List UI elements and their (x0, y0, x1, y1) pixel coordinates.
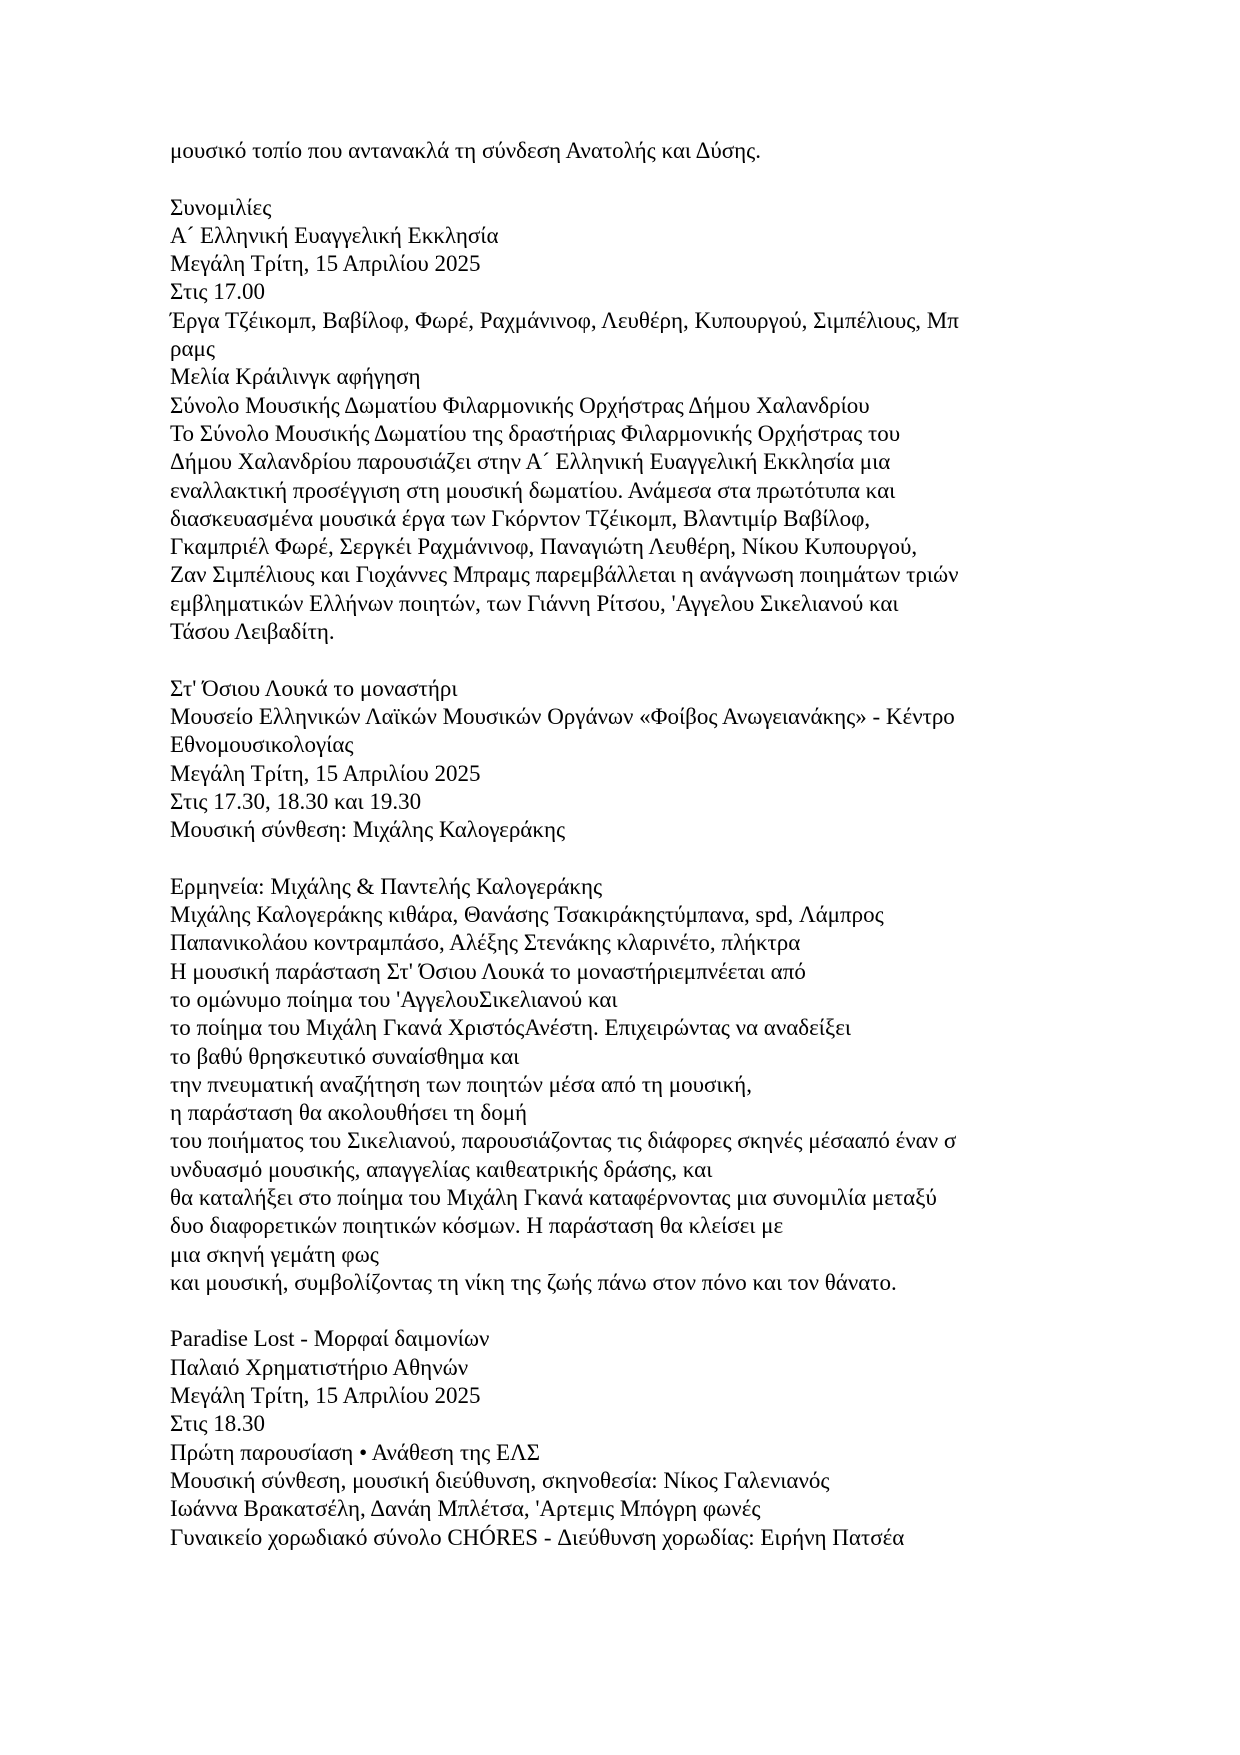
document-page (170, 137, 1100, 1552)
text-line: Παπανικολάου κοντραμπάσο, Αλέξης Στενάκης κλαρινέτο, πλήκτρα (170, 930, 801, 956)
text-line: Γυναικείο χορωδιακό σύνολο CHÓRES - Διεύθυνση χορωδίας: Ειρήνη Πατσέα (170, 1524, 905, 1550)
text-line: θα καταλήξει στο ποίημα του Μιχάλη Γκανά καταφέρνοντας μια συνομιλία μεταξύ (170, 1184, 937, 1210)
blank-line (170, 1297, 1100, 1325)
text-line: εμβληματικών Ελλήνων ποιητών, των Γιάννη Ρίτσου, 'Αγγελου Σικελιανού και (170, 590, 899, 616)
blank-line (170, 165, 1100, 193)
text-line: Μιχάλης Καλογεράκης κιθάρα, Θανάσης Τσακιράκηςτύμπανα, spd, Λάμπρος (170, 902, 884, 928)
text-line: Μεγάλη Τρίτη, 15 Απριλίου 2025 (170, 760, 481, 786)
text-line: Στις 18.30 (170, 1411, 266, 1437)
text-line: Μουσείο Ελληνικών Λαϊκών Μουσικών Οργάνων «Φοίβος Ανωγειανάκης» - Κέντρο (170, 703, 955, 729)
text-line: Μεγάλη Τρίτη, 15 Απριλίου 2025 (170, 1383, 481, 1409)
text-line: Συνομιλίες (170, 194, 272, 220)
text-line: Ερμηνεία: Μιχάλης & Παντελής Καλογεράκης (170, 873, 603, 899)
text-line: Τάσου Λειβαδίτη. (170, 619, 335, 645)
text-line: η παράσταση θα ακολουθήσει τη δομή (170, 1100, 528, 1126)
text-line: Paradise Lost - Μορφαί δαιμονίων (170, 1326, 490, 1352)
text-line: ραμς (170, 336, 215, 362)
text-line: υνδυασμό μουσικής, απαγγελίας καιθεατρικής δράσης, και (170, 1156, 713, 1182)
text-line: το ποίημα του Μιχάλη Γκανά ΧριστόςΑνέστη. Επιχειρώντας να αναδείξει (170, 1015, 852, 1041)
text-line: Μουσική σύνθεση: Μιχάλης Καλογεράκης (170, 817, 566, 843)
text-line: Στις 17.30, 18.30 και 19.30 (170, 788, 422, 814)
text-line: το βαθύ θρησκευτικό συναίσθημα και (170, 1043, 520, 1069)
text-line: Μελία Κράιλινγκ αφήγηση (170, 364, 421, 390)
text-line: μια σκηνή γεμάτη φως (170, 1241, 379, 1267)
text-line: Γκαμπριέλ Φωρέ, Σεργκέι Ραχμάνινοφ, Παναγιώτη Λευθέρη, Νίκου Κυπουργού, (170, 534, 918, 560)
document-text-block (170, 137, 1100, 1552)
text-line: Το Σύνολο Μουσικής Δωματίου της δραστήριας Φιλαρμονικής Ορχήστρας του (170, 420, 901, 446)
text-line: και μουσική, συμβολίζοντας τη νίκη της ζωής πάνω στον πόνο και τον θάνατο. (170, 1269, 897, 1295)
text-line: Α´ Ελληνική Ευαγγελική Εκκλησία (170, 222, 499, 248)
text-line: την πνευματική αναζήτηση των ποιητών μέσα από τη μουσική, (170, 1071, 752, 1097)
text-line: το ομώνυμο ποίημα του 'ΑγγελουΣικελιανού και (170, 986, 618, 1012)
blank-line (170, 844, 1100, 872)
text-line: του ποιήματος του Σικελιανού, παρουσιάζοντας τις διάφορες σκηνές μέσααπό έναν σ (170, 1128, 957, 1154)
text-line: Εθνομουσικολογίας (170, 732, 354, 758)
text-line: μουσικό τοπίο που αντανακλά τη σύνδεση Ανατολής και Δύσης. (170, 138, 762, 163)
text-line: Πρώτη παρουσίαση • Ανάθεση της ΕΛΣ (170, 1439, 541, 1465)
text-line: Δήμου Χαλανδρίου παρουσιάζει στην Α´ Ελληνική Ευαγγελική Εκκλησία μια (170, 449, 891, 475)
text-line: Ιωάννα Βρακατσέλη, Δανάη Μπλέτσα, 'Αρτεμις Μπόγρη φωνές (170, 1496, 761, 1522)
blank-line (170, 646, 1100, 674)
text-line: Ζαν Σιμπέλιους και Γιοχάννες Μπραμς παρεμβάλλεται η ανάγνωση ποιημάτων τριών (170, 562, 959, 588)
text-line: Μεγάλη Τρίτη, 15 Απριλίου 2025 (170, 251, 481, 277)
text-line: εναλλακτική προσέγγιση στη μουσική δωματίου. Ανάμεσα στα πρωτότυπα και (170, 477, 896, 503)
text-line: Σύνολο Μουσικής Δωματίου Φιλαρμονικής Ορχήστρας Δήμου Χαλανδρίου (170, 392, 870, 418)
text-line: διασκευασμένα μουσικά έργα των Γκόρντον Τζέικομπ, Βλαντιμίρ Βαβίλοφ, (170, 505, 871, 531)
text-line: Η μουσική παράσταση Στ' Όσιου Λουκά το μοναστήριεμπνέεται από (170, 958, 806, 984)
text-line: Παλαιό Χρηματιστήριο Αθηνών (170, 1354, 469, 1380)
text-line: Στ' Όσιου Λουκά το μοναστήρι (170, 675, 458, 701)
text-line: Μουσική σύνθεση, μουσική διεύθυνση, σκηνοθεσία: Νίκος Γαλενιανός (170, 1467, 830, 1493)
text-line: δυο διαφορετικών ποιητικών κόσμων. Η παράσταση θα κλείσει με (170, 1213, 784, 1239)
text-line: Στις 17.00 (170, 279, 266, 305)
text-line: Έργα Τζέικομπ, Βαβίλοφ, Φωρέ, Ραχμάνινοφ, Λευθέρη, Κυπουργού, Σιμπέλιους, Μπ (170, 307, 959, 333)
